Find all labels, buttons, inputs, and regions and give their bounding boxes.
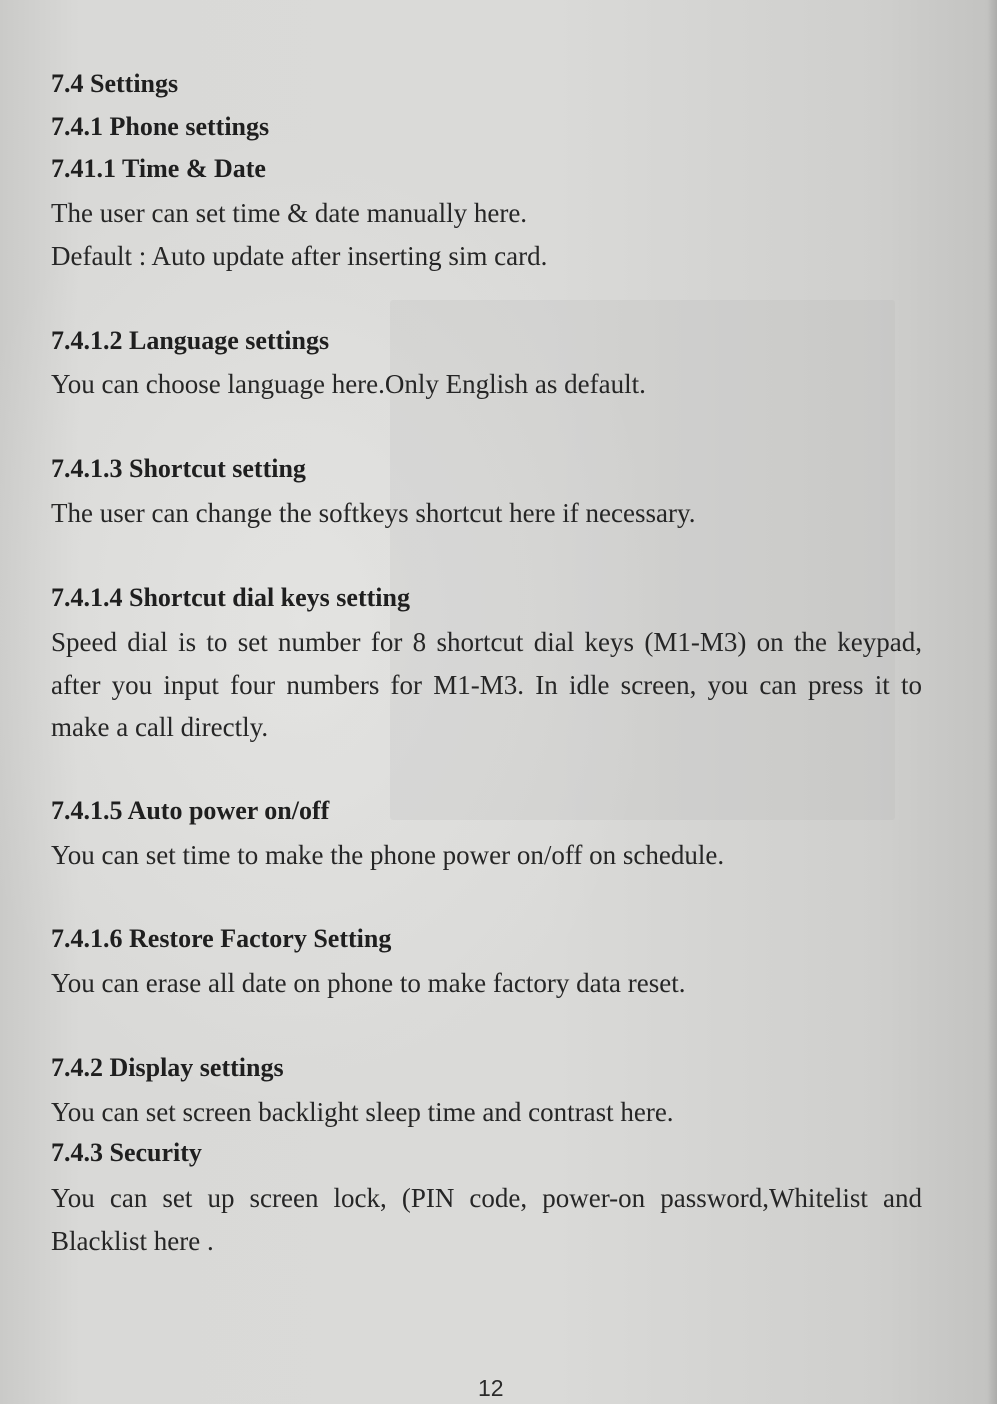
auto-power-text: You can set time to make the phone power on/off on schedule.	[51, 840, 725, 870]
heading-settings: 7.4 Settings	[51, 69, 179, 98]
page-edge-shadow	[987, 0, 997, 1404]
heading-display-settings: 7.4.2 Display settings	[51, 1053, 284, 1082]
restore-factory-text: You can erase all date on phone to make factory data reset.	[51, 968, 686, 998]
heading-restore-factory: 7.4.1.6 Restore Factory Setting	[51, 924, 392, 953]
heading-time-date: 7.41.1 Time & Date	[51, 154, 266, 183]
heading-shortcut-setting: 7.4.1.3 Shortcut setting	[51, 454, 306, 483]
time-date-text-2: Default : Auto update after inserting sim card.	[51, 241, 548, 271]
time-date-text-1: The user can set time & date manually here.	[51, 198, 528, 228]
shortcut-dial-keys-text: Speed dial is to set number for 8 shortcut dial keys (M1-M3) on the keypad, after you input four numbers for M1-M3. In idle screen, you can press it to make a call directly.	[51, 627, 922, 742]
heading-shortcut-dial-keys: 7.4.1.4 Shortcut dial keys setting	[51, 583, 410, 612]
heading-security: 7.4.3 Security	[51, 1138, 202, 1167]
heading-auto-power: 7.4.1.5 Auto power on/off	[51, 796, 330, 825]
language-settings-text: You can choose language here.Only English as default.	[51, 369, 646, 399]
security-text: You can set up screen lock, (PIN code, power-on password,Whitelist and Blacklist here .	[51, 1183, 922, 1256]
heading-language-settings: 7.4.1.2 Language settings	[51, 326, 330, 355]
page-number: 12	[478, 1375, 504, 1401]
shortcut-setting-text: The user can change the softkeys shortcut here if necessary.	[51, 498, 696, 528]
display-settings-text: You can set screen backlight sleep time and contrast here.	[51, 1097, 674, 1127]
heading-phone-settings: 7.4.1 Phone settings	[51, 112, 270, 141]
